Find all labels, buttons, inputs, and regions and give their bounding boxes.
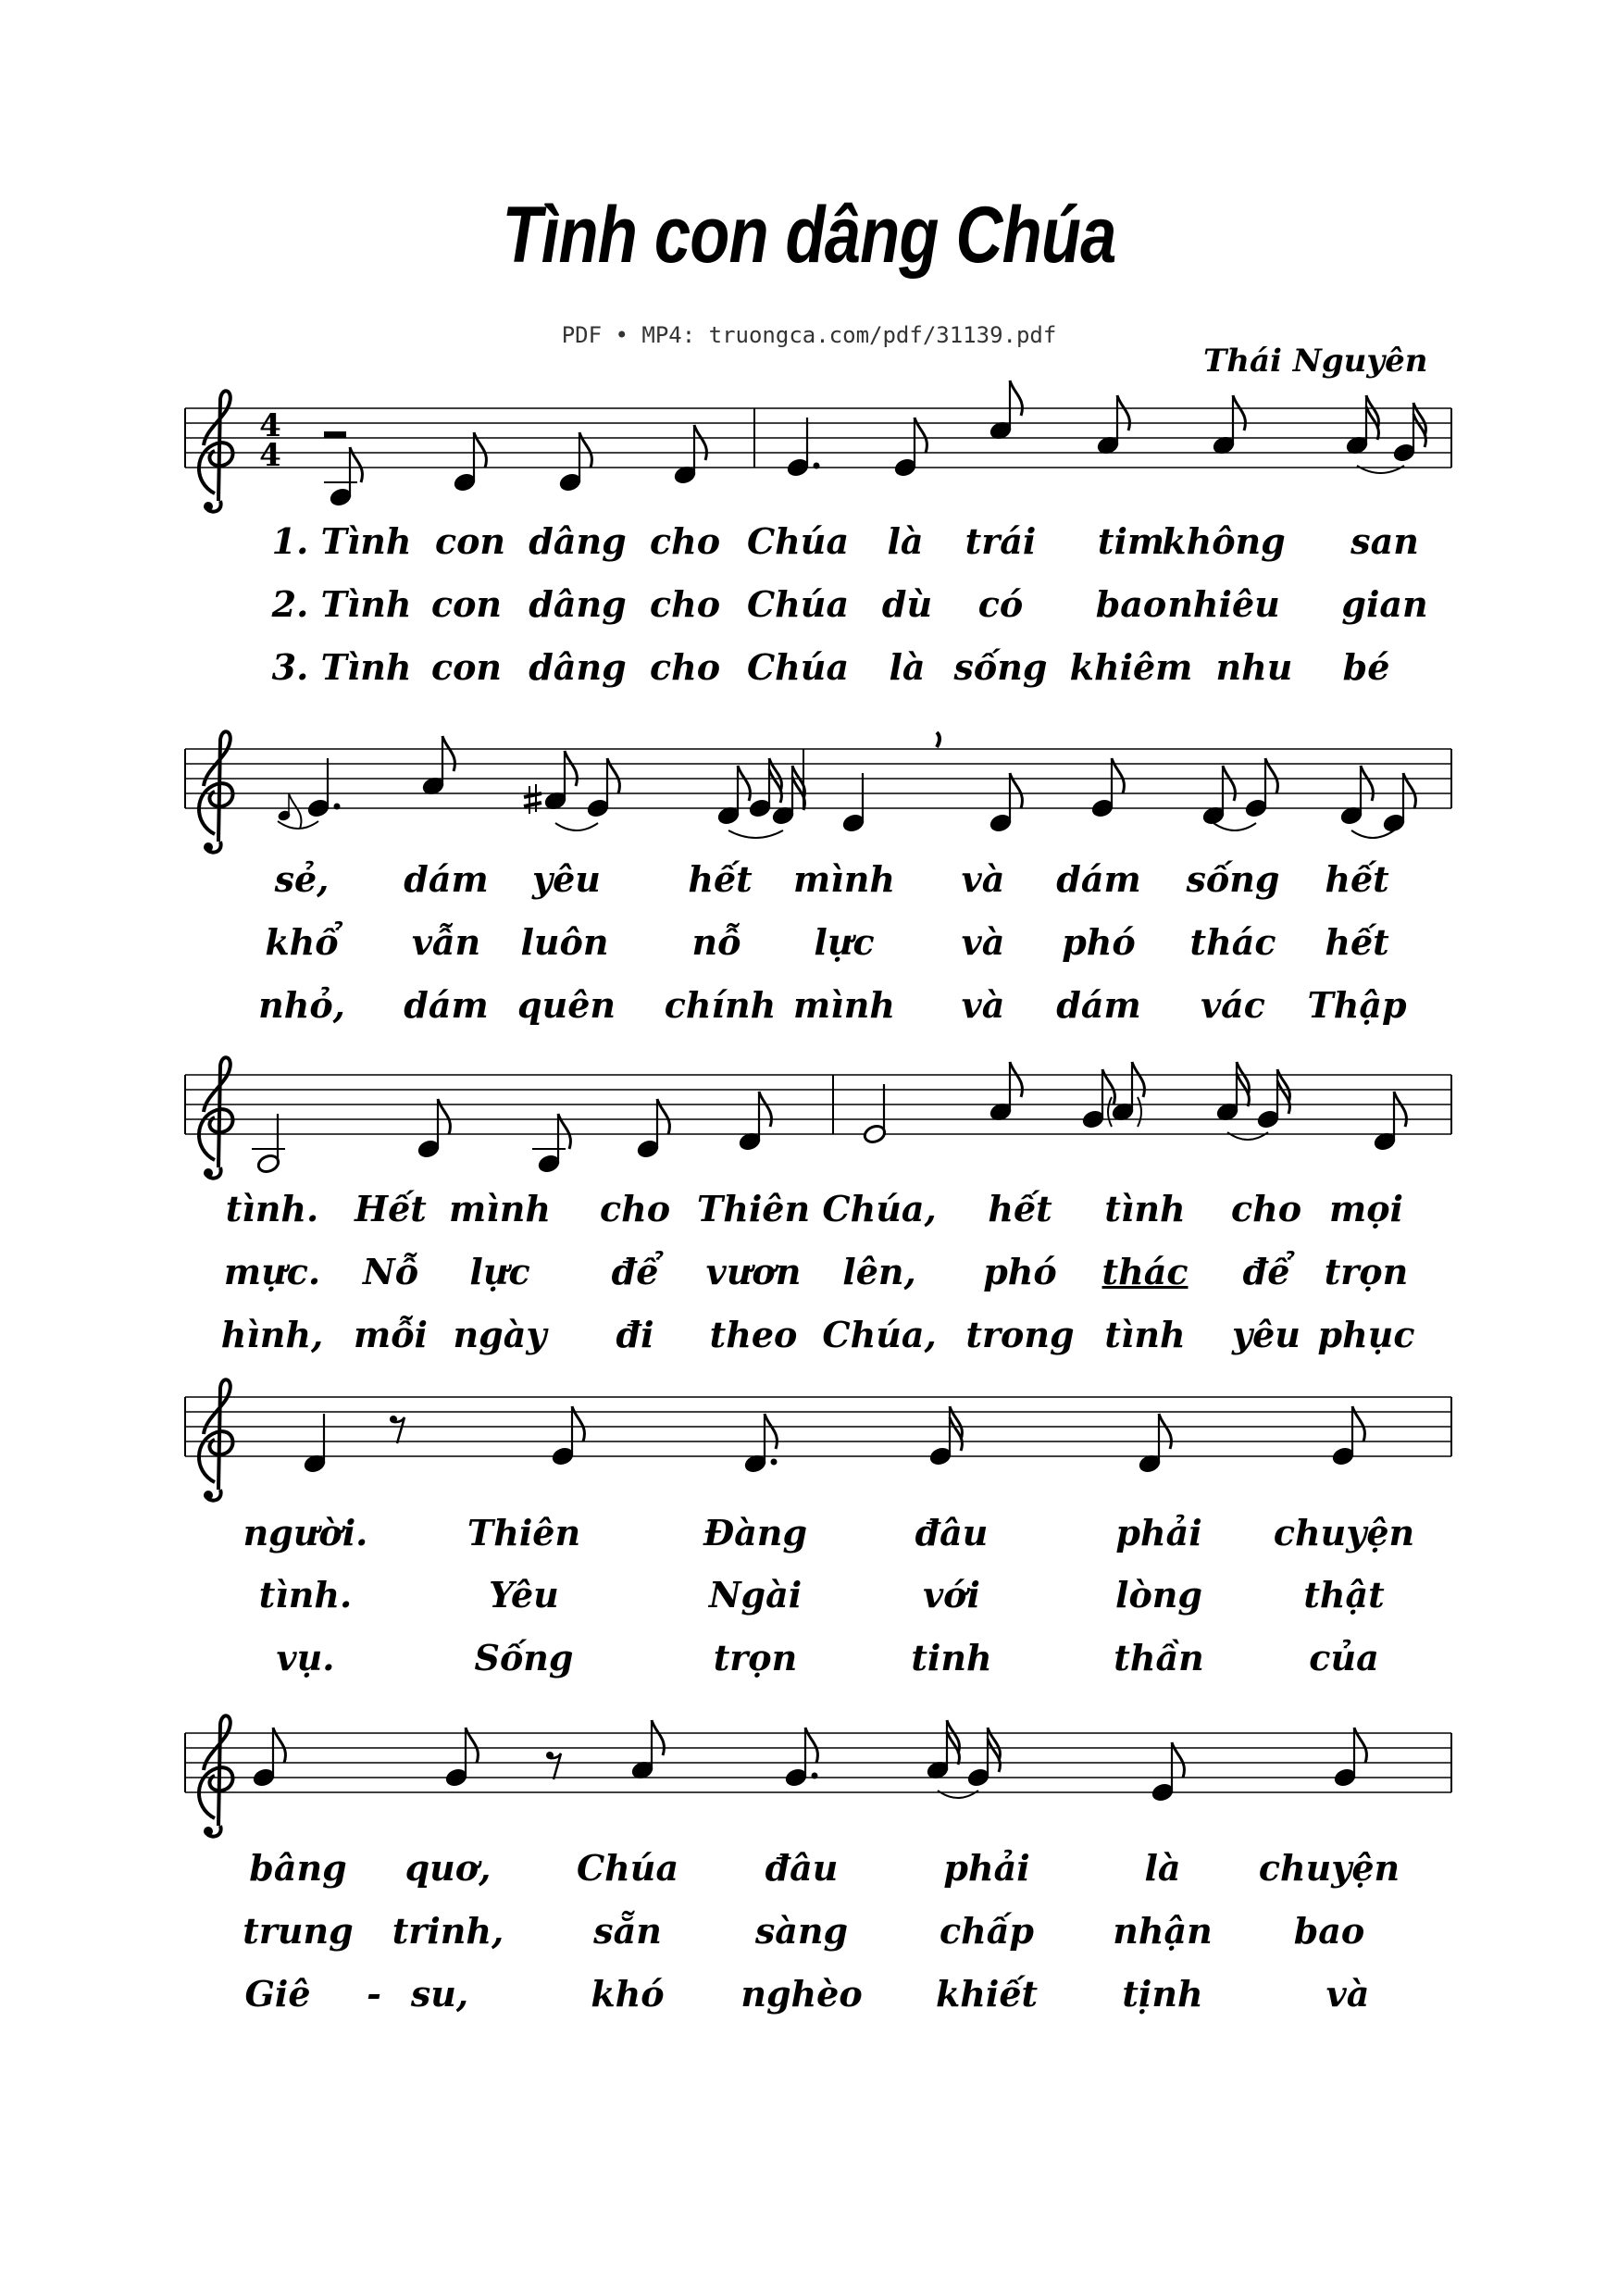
- lyric-syllable: cho: [1230, 1188, 1302, 1229]
- lyric-syllable: bâng: [249, 1847, 347, 1889]
- note: [1373, 1092, 1407, 1153]
- note: [1333, 1728, 1367, 1789]
- lyric-syllable: để: [1242, 1251, 1290, 1292]
- lyric-line: [0, 1251, 1618, 1299]
- lyric-syllable: Yêu: [489, 1574, 559, 1616]
- lyric-syllable: mình: [793, 984, 895, 1026]
- note-flag: [1394, 1092, 1406, 1127]
- slur: [278, 821, 318, 829]
- note: [771, 766, 805, 827]
- lyric-syllable: Chúa: [746, 646, 850, 688]
- note: [303, 1414, 327, 1475]
- lyric-syllable: và: [1326, 1973, 1370, 2015]
- lyric-syllable: con: [434, 520, 506, 562]
- lyric-syllable: Chúa: [576, 1847, 679, 1889]
- lyric-syllable: đâu: [915, 1512, 989, 1554]
- note-flag: [759, 1092, 771, 1127]
- note-flag: [694, 425, 706, 460]
- lyric-syllable: dám: [404, 984, 489, 1026]
- treble-clef-icon: [199, 1057, 233, 1178]
- lyric-syllable: -: [367, 1973, 381, 2015]
- lyric-syllable: Thiên: [467, 1512, 581, 1554]
- lyric-syllable: bao: [1095, 583, 1167, 625]
- lyric-line: [0, 858, 1618, 906]
- lyric-line: [0, 984, 1618, 1032]
- lyric-syllable: tim: [1097, 520, 1165, 562]
- note: [738, 1092, 772, 1153]
- note-flag: [1010, 1062, 1022, 1097]
- lyric-syllable: Hết: [355, 1188, 427, 1229]
- lyric-line: [0, 1973, 1618, 2021]
- lyric-syllable: thác: [1189, 921, 1276, 963]
- note-flag: [652, 1720, 664, 1755]
- note: [1096, 395, 1130, 456]
- lyric-syllable: chuyện: [1273, 1512, 1415, 1554]
- note-flag: [289, 793, 301, 829]
- note: [636, 1099, 670, 1160]
- lyric-syllable: hình,: [220, 1314, 324, 1355]
- lyric-syllable: và: [961, 984, 1005, 1026]
- lyric-syllable: con: [430, 583, 503, 625]
- lyric-syllable: san: [1350, 520, 1419, 562]
- lyric-syllable: phục: [1317, 1314, 1415, 1355]
- slur: [555, 823, 598, 830]
- note: [524, 751, 577, 814]
- lyric-syllable: dâng: [529, 520, 627, 562]
- sharp-icon: [524, 784, 541, 814]
- note: [989, 773, 1023, 834]
- note: [1339, 766, 1374, 827]
- lyric-line: [0, 1637, 1618, 1685]
- lyric-syllable: khiêm: [1069, 646, 1193, 688]
- note: [716, 766, 751, 827]
- lyric-syllable: cho: [649, 520, 721, 562]
- parenthesis: [1108, 1097, 1112, 1127]
- note: [252, 1114, 285, 1175]
- lyric-syllable: dám: [404, 858, 489, 900]
- slur: [938, 1791, 978, 1798]
- note: [1392, 403, 1426, 464]
- note-flag: [738, 766, 750, 801]
- lyric-syllable: chuyện: [1258, 1847, 1400, 1889]
- augmentation-dot: [814, 463, 820, 469]
- note-flag: [1233, 395, 1245, 430]
- lyric-syllable: Thiên: [696, 1188, 811, 1229]
- lyric-syllable: phải: [943, 1847, 1030, 1889]
- lyric-syllable: quên: [517, 984, 616, 1026]
- note: [743, 1414, 778, 1475]
- lyric-syllable: chấp: [940, 1910, 1034, 1952]
- lyric-syllable: cho: [649, 583, 721, 625]
- eighth-rest-icon: [390, 1416, 404, 1443]
- note-flag: [1010, 381, 1022, 416]
- note: [630, 1720, 665, 1781]
- lyric-syllable: và: [961, 858, 1005, 900]
- lyric-syllable: ngày: [453, 1314, 547, 1355]
- lyric-syllable: của: [1309, 1637, 1379, 1678]
- lyric-syllable: nhận: [1113, 1910, 1213, 1952]
- lyric-syllable: phải: [1115, 1512, 1202, 1554]
- lyric-syllable: trái: [965, 520, 1037, 562]
- lyric-syllable: su,: [410, 1973, 469, 2015]
- lyric-syllable: 2. Tình: [271, 583, 412, 625]
- note: [551, 1406, 585, 1467]
- lyric-syllable: Chúa,: [822, 1314, 937, 1355]
- staff-system: [185, 1733, 1451, 1792]
- lyric-line: [0, 646, 1618, 694]
- time-signature-top: 4: [259, 407, 281, 444]
- lyric-syllable: đâu: [765, 1847, 839, 1889]
- lyric-syllable: quơ,: [404, 1847, 492, 1889]
- lyric-syllable: lên,: [842, 1251, 916, 1292]
- lyric-syllable: Đàng: [703, 1512, 808, 1554]
- lyric-syllable: tinh: [911, 1637, 992, 1678]
- lyric-syllable: trung: [243, 1910, 354, 1952]
- composer-name: Thái Nguyên: [1203, 343, 1428, 380]
- lyric-syllable: mực.: [223, 1251, 321, 1292]
- note-flag: [1117, 395, 1129, 430]
- eighth-rest-icon: [546, 1752, 561, 1779]
- note: [421, 736, 455, 797]
- lyric-syllable: dâng: [529, 646, 627, 688]
- lyric-syllable: với: [923, 1574, 980, 1616]
- lyric-syllable: chính: [664, 984, 777, 1026]
- lyric-syllable: vác: [1201, 984, 1265, 1026]
- note: [1345, 395, 1379, 456]
- lyric-syllable: Chúa,: [822, 1188, 937, 1229]
- note: [1244, 758, 1278, 819]
- note: [1201, 766, 1236, 827]
- lyric-syllable: dám: [1056, 984, 1141, 1026]
- note-flag: [1132, 1062, 1144, 1097]
- note: [1151, 1742, 1185, 1803]
- note-flag: [1159, 1414, 1171, 1449]
- lyric-syllable: dám: [1056, 858, 1141, 900]
- lyric-syllable: nhu: [1215, 646, 1293, 688]
- augmentation-dot: [812, 1773, 818, 1779]
- lyric-syllable: trọn: [713, 1637, 798, 1678]
- lyric-syllable: mình: [793, 858, 895, 900]
- note: [926, 1720, 960, 1781]
- lyric-syllable: trong: [965, 1314, 1075, 1355]
- song-title: Tình con dâng Chúa: [502, 191, 1116, 280]
- note-flag: [1361, 766, 1373, 801]
- lyric-syllable: lực: [814, 921, 875, 963]
- lyric-syllable: Sống: [474, 1637, 574, 1678]
- note: [453, 432, 487, 493]
- lyric-syllable: có: [977, 583, 1024, 625]
- note: [444, 1728, 479, 1789]
- lyric-syllable: theo: [709, 1314, 798, 1355]
- staff-system: [185, 1397, 1451, 1456]
- lyric-syllable: sẻ,: [274, 858, 330, 900]
- staff-system: [185, 749, 1451, 808]
- note: [1090, 758, 1125, 819]
- lyric-line: [0, 921, 1618, 969]
- lyric-syllable: sàng: [754, 1910, 849, 1952]
- lyric-line: [0, 520, 1618, 568]
- note-flag: [1223, 766, 1235, 801]
- lyric-line: [0, 1512, 1618, 1560]
- note: [306, 758, 341, 819]
- slur: [1214, 823, 1256, 830]
- lyric-syllable: sẵn: [593, 1910, 662, 1952]
- note-flag: [765, 1414, 777, 1449]
- lyric-syllable: là: [1144, 1847, 1181, 1889]
- note: [324, 447, 362, 508]
- lyric-syllable: gian: [1341, 583, 1428, 625]
- lyric-line: [0, 1314, 1618, 1362]
- lyric-syllable: sống: [953, 646, 1048, 688]
- note: [1382, 773, 1416, 834]
- lyric-syllable: khó: [591, 1973, 665, 2015]
- lyric-syllable: nhiêu: [1167, 583, 1280, 625]
- time-signature-bottom: 4: [259, 437, 281, 474]
- lyric-syllable: sống: [1186, 858, 1280, 900]
- note: [928, 1406, 963, 1467]
- lyric-syllable: mọi: [1329, 1188, 1403, 1229]
- lyric-syllable: luôn: [520, 921, 609, 963]
- lyric-line: [0, 1847, 1618, 1895]
- note: [558, 432, 592, 493]
- note: [673, 425, 707, 486]
- lyric-syllable: trinh,: [392, 1910, 504, 1952]
- slur: [1357, 466, 1404, 473]
- slur: [728, 830, 783, 838]
- note-flag: [442, 736, 454, 771]
- lyric-syllable: Giê: [244, 1973, 311, 2015]
- half-rest-icon: [324, 431, 346, 438]
- lyric-syllable: hết: [1325, 858, 1389, 900]
- breath-mark-icon: [937, 732, 940, 747]
- slur: [1227, 1132, 1268, 1140]
- lyric-syllable: nỗ: [691, 921, 741, 963]
- lyric-syllable: lực: [469, 1251, 530, 1292]
- lyric-syllable: khổ: [265, 921, 339, 963]
- lyric-syllable: tình: [1104, 1188, 1186, 1229]
- augmentation-dot: [771, 1459, 778, 1466]
- lyric-syllable: để: [611, 1251, 659, 1292]
- note: [417, 1099, 451, 1160]
- note: [1215, 1062, 1250, 1123]
- treble-clef-icon: [199, 731, 233, 852]
- note: [784, 1728, 818, 1789]
- lyric-syllable: mình: [449, 1188, 551, 1229]
- parenthesis: [1138, 1097, 1141, 1127]
- note: [586, 758, 620, 819]
- lyric-syllable: tình.: [258, 1574, 353, 1616]
- staff-system: [185, 408, 1451, 468]
- lyric-syllable: thác: [1101, 1251, 1189, 1292]
- lyric-syllable: Ngài: [708, 1574, 803, 1616]
- lyric-syllable: yêu: [1232, 1314, 1301, 1355]
- lyric-syllable: người.: [243, 1512, 368, 1554]
- lyric-syllable: là: [889, 646, 926, 688]
- note: [989, 381, 1023, 442]
- lyric-syllable: nghèo: [741, 1973, 863, 2015]
- lyric-syllable: cho: [649, 646, 721, 688]
- lyric-syllable: vụ.: [276, 1637, 335, 1678]
- lyric-syllable: bé: [1342, 646, 1390, 688]
- lyric-syllable: lòng: [1115, 1574, 1202, 1616]
- note: [1331, 1406, 1365, 1467]
- lyric-syllable: Chúa: [746, 583, 850, 625]
- lyric-line: [0, 583, 1618, 631]
- lyric-line: [0, 1574, 1618, 1622]
- lyric-line: [0, 1188, 1618, 1236]
- lyric-syllable: hết: [688, 858, 753, 900]
- lyric-syllable: Thập: [1307, 984, 1407, 1026]
- lyric-syllable: cho: [599, 1188, 671, 1229]
- lyric-syllable: khiết: [935, 1973, 1039, 2015]
- treble-clef-icon: [199, 391, 233, 511]
- augmentation-dot: [334, 804, 341, 810]
- note: [786, 418, 820, 479]
- lyric-syllable: 1. Tình: [271, 520, 412, 562]
- lyric-syllable: không: [1162, 520, 1286, 562]
- note: [841, 773, 865, 834]
- lyric-syllable: Chúa: [746, 520, 850, 562]
- note: [863, 1084, 887, 1145]
- lyric-syllable: hết: [988, 1188, 1052, 1229]
- note: [1256, 1069, 1290, 1130]
- lyric-syllable: nhỏ,: [258, 984, 345, 1026]
- lyric-syllable: yêu: [532, 858, 601, 900]
- lyric-syllable: tình.: [225, 1188, 319, 1229]
- lyric-syllable: hết: [1325, 921, 1389, 963]
- source-link[interactable]: PDF • MP4: truongca.com/pdf/31139.pdf: [561, 322, 1057, 348]
- lyric-syllable: phó: [983, 1251, 1057, 1292]
- lyric-syllable: tịnh: [1122, 1973, 1203, 2015]
- note: [1138, 1414, 1172, 1475]
- lyric-syllable: phó: [1062, 921, 1136, 963]
- lyric-syllable: vẫn: [411, 921, 481, 963]
- note: [893, 418, 927, 479]
- slur: [1351, 830, 1394, 838]
- note: [989, 1062, 1023, 1123]
- lyric-syllable: bao: [1293, 1910, 1365, 1952]
- lyric-syllable: đi: [616, 1314, 654, 1355]
- note: [1212, 395, 1246, 456]
- lyric-syllable: con: [430, 646, 503, 688]
- lyric-syllable: Nỗ: [362, 1251, 419, 1292]
- lyric-syllable: 3. Tình: [271, 646, 412, 688]
- lyric-syllable: dâng: [529, 583, 627, 625]
- lyric-syllable: vươn: [705, 1251, 802, 1292]
- treble-clef-icon: [199, 1379, 233, 1500]
- lyric-syllable: trọn: [1324, 1251, 1409, 1292]
- note-flag: [565, 751, 577, 786]
- treble-clef-icon: [199, 1716, 233, 1836]
- lyric-syllable: là: [887, 520, 924, 562]
- lyric-syllable: và: [961, 921, 1005, 963]
- lyric-syllable: tình: [1104, 1314, 1186, 1355]
- lyric-line: [0, 1910, 1618, 1958]
- lyric-syllable: mỗi: [354, 1314, 428, 1355]
- lyric-syllable: dù: [881, 583, 933, 625]
- lyric-syllable: thật: [1303, 1574, 1385, 1616]
- note: [532, 1114, 570, 1175]
- note: [966, 1728, 1001, 1789]
- note: [252, 1728, 286, 1789]
- lyric-syllable: thần: [1114, 1637, 1204, 1678]
- note: [748, 758, 782, 819]
